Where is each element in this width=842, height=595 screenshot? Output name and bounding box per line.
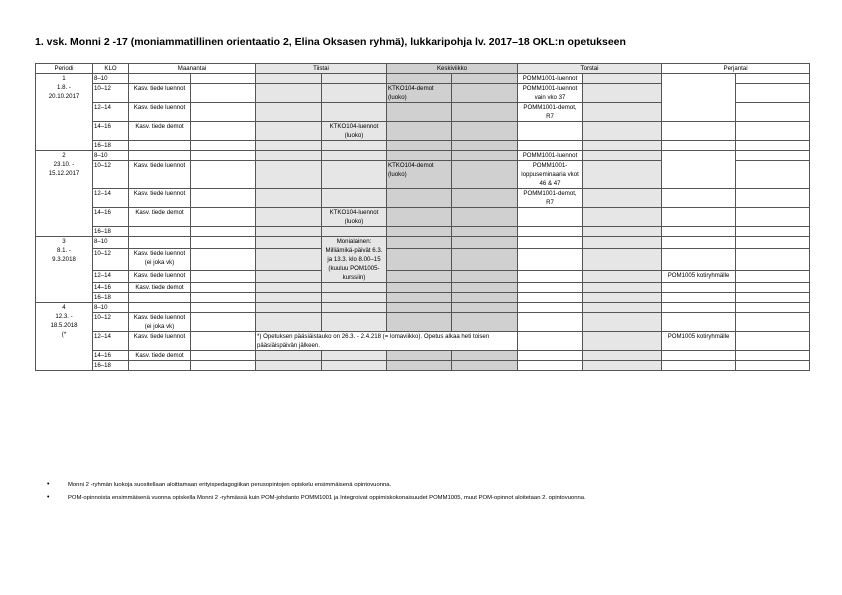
header-periodi: Periodi: [36, 64, 93, 74]
header-perjantai: Perjantai: [662, 64, 810, 74]
table-row: 10–12 Kasv. tiede luennot (ei joka vk): [36, 248, 810, 270]
table-row: 1 1.8. - 20.10.2017 8–10 POMM1001-luennot: [36, 74, 810, 84]
header-maanantai: Maanantai: [129, 64, 256, 74]
list-item: • Monni 2 -ryhmän luokoja suositellaan aloittamaan erityispedagogiikan perusopintojen opiskelu ensimmäisenä opintovuonna.: [47, 479, 586, 492]
notes-list: [47, 479, 586, 504]
table-row: 2 23.10. - 15.12.2017 8–10 POMM1001-luennot: [36, 151, 810, 161]
table-row: 10–12 Kasv. tiede luennot KTKO104-demot (luoko) POMM1001-luennot vain vko 37: [36, 84, 810, 103]
table-row: 10–12 Kasv. tiede luennot KTKO104-demot (luoko) POMM1001-loppuseminaaria vkot 46 & 47: [36, 161, 810, 189]
table-row: 10–12 Kasv. tiede luennot (ei joka vk): [36, 313, 810, 332]
table-row: 14–16 Kasv. tiede demot KTKO104-luennot (luoko): [36, 122, 810, 141]
period-cell: 2 23.10. - 15.12.2017: [36, 151, 93, 237]
header-tiistai: Tiistai: [256, 64, 387, 74]
footnote-cell: *) Opetuksen pääsiäistauko on 26.3. - 2.4.218 (= lomaviikko). Opetus alkaa heti toisen pääsiäispäivän jälkeen.: [256, 332, 518, 351]
table-row: 14–16 Kasv. tiede demot KTKO104-luennot (luoko): [36, 208, 810, 227]
list-item: • POM-opinnoista ensimmäisenä vuonna opiskella Monni 2 -ryhmässä kuin POM-johdanto POMM1001 ja Integroivat oppimiskokonaisuudet POMM1005, muut POM-opinnot aloitetaan 2. opintovuonna.: [47, 492, 586, 505]
period-cell: 3 8.1. - 9.3.2018: [36, 237, 93, 303]
table-row: 14–16 Kasv. tiede demot: [36, 283, 810, 293]
header-keskiviikko: Keskiviikko: [387, 64, 518, 74]
document-title: 1. vsk. Monni 2 -17 (moniammatillinen orientaatio 2, Elina Oksasen ryhmä), lukkaripohja lv. 2017–18 OKL:n opetukseen: [35, 36, 626, 48]
header-row: [36, 64, 810, 74]
schedule-table: [35, 63, 810, 371]
table-row: 16–18: [36, 227, 810, 237]
table-row: 16–18: [36, 293, 810, 303]
period-cell: 1 1.8. - 20.10.2017: [36, 74, 93, 151]
table-row: 3 8.1. - 9.3.2018 8–10 Monialainen: Milliämikä-päivät 6.3. ja 13.3. klo 8.00–15 (kuuluu POM1005-kurssiin): [36, 237, 810, 249]
table-row: 12–14 Kasv. tiede luennot POMM1001-demot, R7: [36, 103, 810, 122]
table-row: 16–18: [36, 361, 810, 371]
period-cell: 4 12.3. - 18.5.2018 (*: [36, 303, 93, 371]
header-klo: KLO: [93, 64, 129, 74]
header-torstai: Torstai: [518, 64, 662, 74]
table-row: 16–18: [36, 141, 810, 151]
table-row: 12–14 Kasv. tiede luennot POM1005 kotiryhmälle: [36, 271, 810, 283]
table-row: 12–14 Kasv. tiede luennot *) Opetuksen pääsiäistauko on 26.3. - 2.4.218 (= lomaviikko). Opetus alkaa heti toisen pääsiäispäivän jälkeen. POM1005 kotiryhmälle: [36, 332, 810, 351]
table-row: 12–14 Kasv. tiede luennot POMM1001-demot, R7: [36, 189, 810, 208]
table-row: 14–16 Kasv. tiede demot: [36, 351, 810, 361]
table-row: 4 12.3. - 18.5.2018 (* 8–10: [36, 303, 810, 313]
